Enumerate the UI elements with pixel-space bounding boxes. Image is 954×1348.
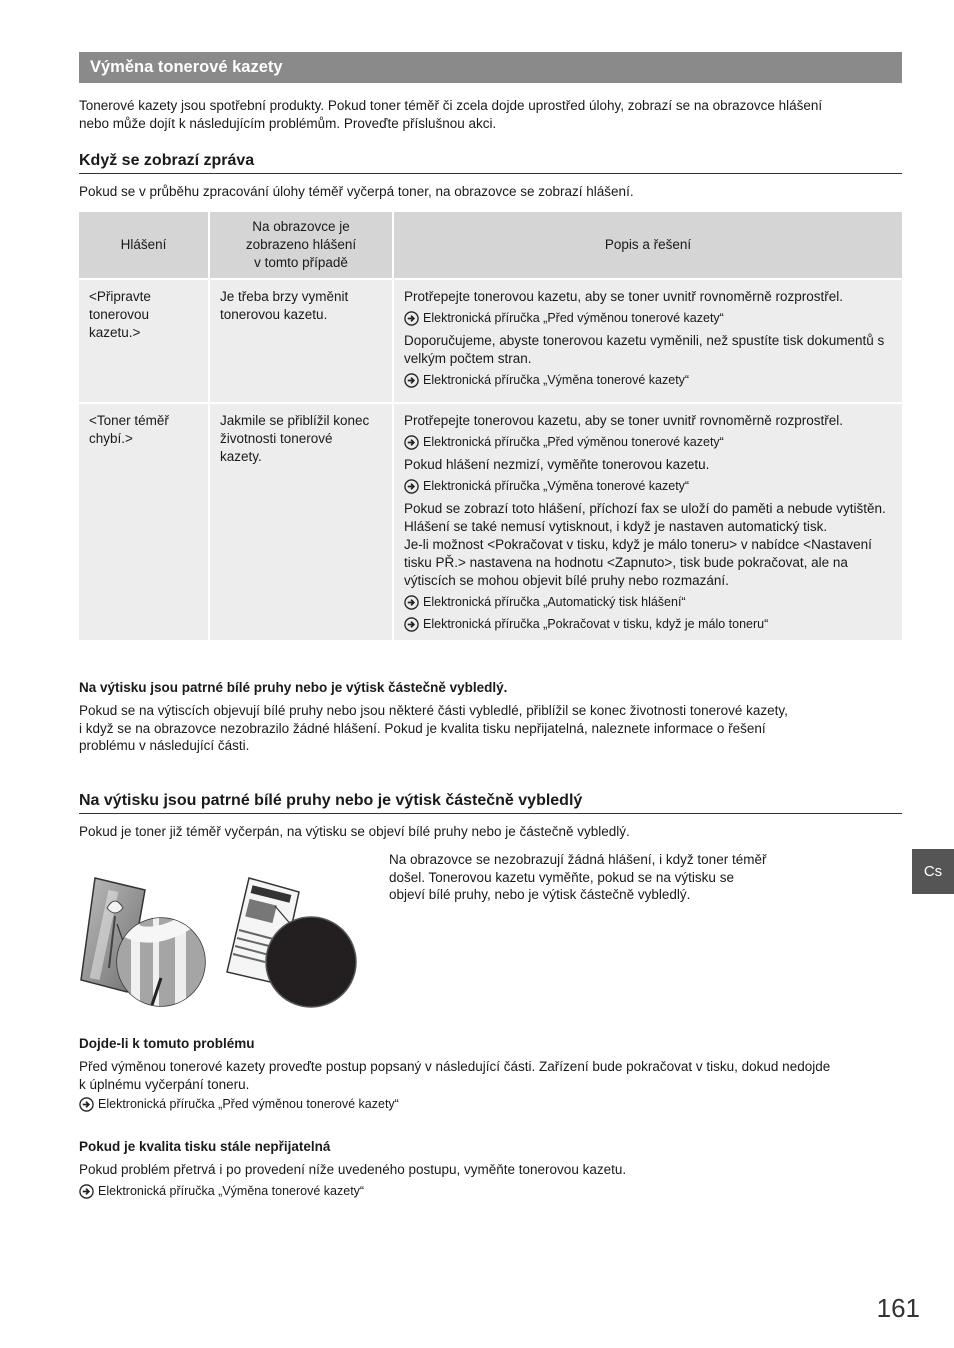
side-line: došel. Tonerovou kazetu vyměňte, pokud se na výtisku se bbox=[389, 869, 734, 885]
note-line: i když se na obrazovce nezobrazilo žádné hlášení. Pokud je kvalita tisku nepřijatelná, naleznete informace o řešení bbox=[79, 720, 766, 736]
quality-text: Pokud problém přetrvá i po provedení níže uvedeného postupu, vyměňte tonerovou kazetu. bbox=[79, 1162, 627, 1177]
problem-heading: Dojde-li k tomuto problému bbox=[79, 1036, 255, 1051]
header-message: Hlášení bbox=[79, 212, 210, 280]
side-line: Na obrazovce se nezobrazují žádná hlášení, i když toner téměř bbox=[389, 852, 767, 867]
manual-reference[interactable] bbox=[79, 1183, 364, 1199]
note-heading: Na výtisku jsou patrné bílé pruhy nebo je výtisk částečně vybledlý. bbox=[79, 680, 508, 695]
subheading-message: Když se zobrazí zpráva bbox=[79, 152, 255, 169]
manual-reference[interactable] bbox=[404, 594, 892, 610]
table-row bbox=[79, 280, 902, 404]
sub1-text: Pokud se v průběhu zpracování úlohy téměř vyčerpá toner, na obrazovce se zobrazí hlášení. bbox=[79, 184, 634, 199]
cell-line: tonerovou bbox=[89, 307, 150, 322]
note-line: problému v následující části. bbox=[79, 738, 250, 753]
faded-print-illustration bbox=[79, 868, 364, 1014]
sub2-text: Pokud je toner již téměř vyčerpán, na výtisku se objeví bílé pruhy nebo je částečně vybledlý. bbox=[79, 824, 630, 839]
cell-line: Je třeba brzy vyměnit bbox=[220, 289, 349, 304]
manual-reference[interactable] bbox=[404, 310, 892, 326]
cell-line: chybí.> bbox=[89, 431, 133, 446]
header-line: Na obrazovce je bbox=[252, 219, 350, 234]
problem-paragraph bbox=[79, 1058, 909, 1093]
header-desc: Popis a řešení bbox=[394, 212, 902, 280]
desc-text: Je-li možnost <Pokračovat v tisku, když je málo toneru> v nabídce <Nastavení tisku PŘ.> nastavena na hodnotu <Zapnuto>, tisk bude pokračovat, ale na výtiscích se mohou objevit bílé pruhy nebo rozmazání. bbox=[404, 537, 872, 588]
reference-text: Elektronická příručka „Výměna tonerové kazety“ bbox=[423, 479, 690, 493]
message-table bbox=[79, 212, 902, 642]
sub2-side-text bbox=[389, 851, 819, 904]
manual-reference[interactable] bbox=[404, 616, 892, 632]
page-number: 161 bbox=[876, 1293, 920, 1323]
desc-text: Protřepejte tonerovou kazetu, aby se toner uvnitř rovnoměrně rozprostřel. bbox=[404, 413, 843, 428]
cell-line: <Toner téměř bbox=[89, 413, 169, 428]
reference-text: Elektronická příručka „Před výměnou tonerové kazety“ bbox=[423, 311, 724, 325]
cell-desc bbox=[394, 280, 902, 404]
cell-message bbox=[79, 404, 210, 642]
intro-paragraph bbox=[79, 97, 909, 132]
problem-line: k úplnému vyčerpání toneru. bbox=[79, 1076, 250, 1092]
cell-desc bbox=[394, 404, 902, 642]
language-tab[interactable] bbox=[912, 849, 954, 894]
subheading-white-stripes: Na výtisku jsou patrné bílé pruhy nebo je výtisk částečně vybledlý bbox=[79, 792, 583, 809]
quality-heading: Pokud je kvalita tisku stále nepřijatelná bbox=[79, 1139, 331, 1154]
magnified-faded-area bbox=[117, 918, 205, 1008]
cell-line: kazetu.> bbox=[89, 325, 141, 340]
intro-line: Tonerové kazety jsou spotřební produkty. Pokud toner téměř či zcela dojde uprostřed úlohy, zobrazí se na obrazovce hlášení bbox=[79, 98, 823, 113]
desc-text: Protřepejte tonerovou kazetu, aby se toner uvnitř rovnoměrně rozprostřel. bbox=[404, 289, 843, 304]
cell-message bbox=[79, 280, 210, 404]
note-paragraph bbox=[79, 702, 909, 755]
note-line: Pokud se na výtiscích objevují bílé pruhy nebo jsou některé části vybledlé, přiblížil se konec životnosti tonerové kazety, bbox=[79, 703, 788, 718]
cell-line: tonerovou kazetu. bbox=[220, 307, 328, 322]
cell-line: <Připravte bbox=[89, 289, 151, 304]
desc-text: Pokud se zobrazí toto hlášení, příchozí fax se uloží do paměti a nebude vytištěn. Hlášení se také nemusí vytisknout, i když je nastaven automatický tisk. bbox=[404, 501, 886, 534]
problem-line: Před výměnou tonerové kazety proveďte postup popsaný v následující části. Zařízení bude pokračovat v tisku, dokud nedojde bbox=[79, 1059, 831, 1074]
arrow-circle-icon bbox=[404, 479, 419, 494]
section-title: Výměna tonerové kazety bbox=[90, 58, 283, 76]
arrow-circle-icon bbox=[79, 1184, 94, 1199]
header-when bbox=[210, 212, 394, 280]
reference-text: Elektronická příručka „Před výměnou tonerové kazety“ bbox=[423, 435, 724, 449]
manual-reference[interactable] bbox=[404, 478, 892, 494]
reference-text: Elektronická příručka „Před výměnou tonerové kazety“ bbox=[98, 1097, 399, 1111]
arrow-circle-icon bbox=[404, 595, 419, 610]
arrow-circle-icon bbox=[404, 311, 419, 326]
manual-reference[interactable] bbox=[404, 372, 892, 388]
section-banner bbox=[79, 52, 902, 83]
table-row bbox=[79, 404, 902, 642]
arrow-circle-icon bbox=[404, 435, 419, 450]
intro-line: nebo může dojít k následujícím problémům. Proveďte příslušnou akci. bbox=[79, 115, 497, 131]
header-line: zobrazeno hlášení bbox=[245, 237, 357, 252]
side-line: objeví bílé pruhy, nebo je výtisk částečně vybledlý. bbox=[389, 887, 691, 902]
cell-line: kazety. bbox=[220, 449, 262, 464]
cell-line: životnosti tonerové bbox=[220, 431, 333, 446]
desc-text: Doporučujeme, abyste tonerovou kazetu vyměnili, než spustíte tisk dokumentů s velkým počtem stran. bbox=[404, 333, 885, 366]
reference-text: Elektronická příručka „Pokračovat v tisku, když je málo toneru“ bbox=[423, 617, 769, 631]
magnified-dark-area bbox=[266, 917, 356, 1007]
cell-line: Jakmile se přiblížil konec bbox=[220, 413, 370, 428]
divider bbox=[79, 813, 902, 814]
reference-text: Elektronická příručka „Výměna tonerové kazety“ bbox=[423, 373, 690, 387]
desc-text: Pokud hlášení nezmizí, vyměňte tonerovou kazetu. bbox=[404, 457, 710, 472]
manual-reference[interactable] bbox=[79, 1096, 399, 1112]
reference-text: Elektronická příručka „Výměna tonerové kazety“ bbox=[98, 1184, 365, 1198]
divider bbox=[79, 173, 902, 174]
reference-text: Elektronická příručka „Automatický tisk hlášení“ bbox=[423, 595, 686, 609]
arrow-circle-icon bbox=[404, 373, 419, 388]
language-tab-label: Cs bbox=[923, 863, 943, 880]
manual-reference[interactable] bbox=[404, 434, 892, 450]
arrow-circle-icon bbox=[404, 617, 419, 632]
cell-when bbox=[210, 280, 394, 404]
arrow-circle-icon bbox=[79, 1097, 94, 1112]
header-line: v tomto případě bbox=[254, 255, 348, 270]
cell-when bbox=[210, 404, 394, 642]
